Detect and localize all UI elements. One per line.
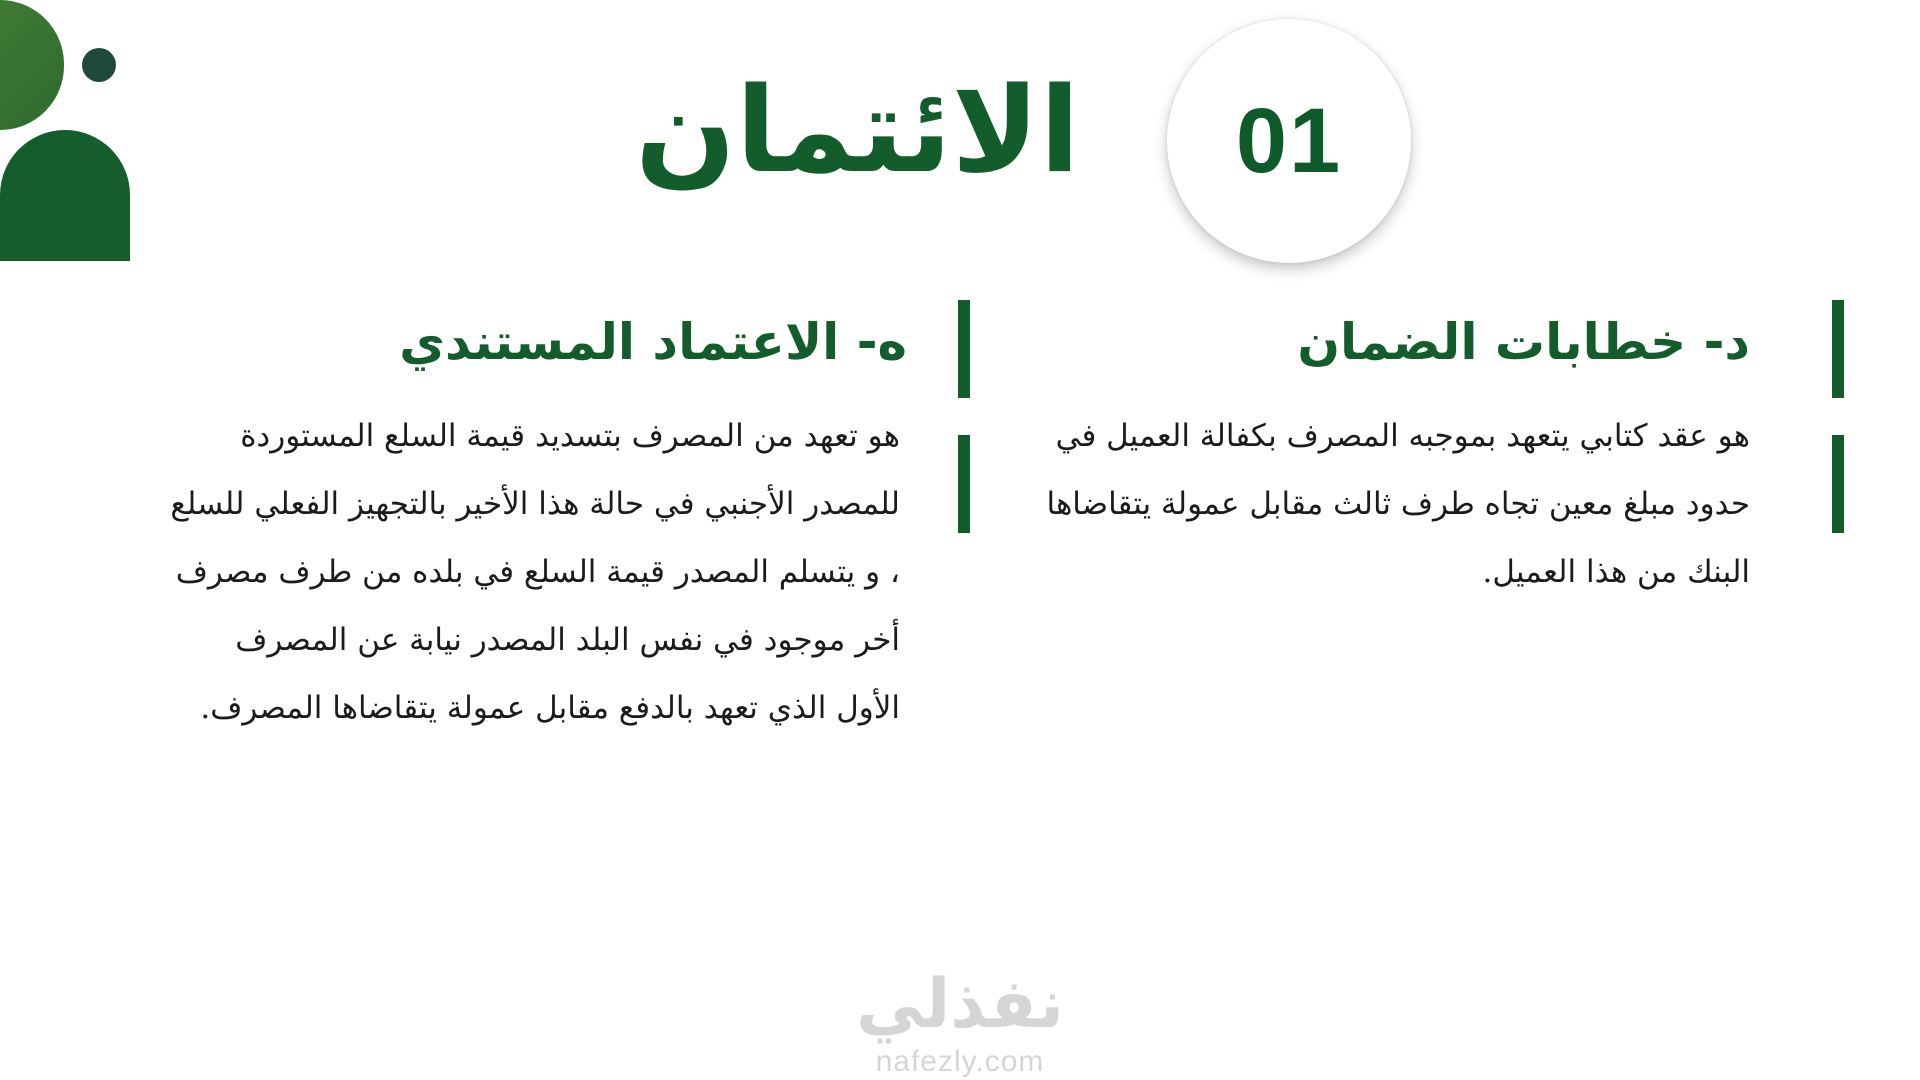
section-accent-bar bbox=[1832, 435, 1844, 533]
decorative-dot bbox=[82, 48, 116, 82]
section-body-guarantee-letters: هو عقد كتابي يتعهد بموجبه المصرف بكفالة العميل في حدود مبلغ معين تجاه طرف ثالث مقابل عمولة يتقاضاها البنك من هذا العميل. bbox=[1046, 418, 1750, 590]
slide-title: الائتمان bbox=[635, 61, 1080, 199]
watermark-arabic: نفذلي bbox=[855, 965, 1065, 1044]
decorative-arch bbox=[0, 130, 130, 261]
watermark-url: nafezly.com bbox=[875, 1045, 1045, 1078]
section-accent-bar bbox=[1832, 300, 1844, 398]
section-accent-bar bbox=[958, 435, 970, 533]
section-heading-documentary-credit: ه- الاعتماد المستندي bbox=[399, 313, 907, 371]
slide-number: 01 bbox=[1235, 89, 1343, 192]
decorative-semicircle bbox=[0, 0, 64, 130]
section-accent-bar bbox=[958, 300, 970, 398]
section-heading-guarantee-letters: د- خطابات الضمان bbox=[1297, 313, 1750, 371]
slide-number-badge bbox=[1167, 19, 1411, 263]
watermark-logo bbox=[820, 965, 1100, 1079]
section-body-documentary-credit: هو تعهد من المصرف بتسديد قيمة السلع المستوردة للمصدر الأجنبي في حالة هذا الأخير بالتجهيز الفعلي للسلع ، و يتسلم المصدر قيمة السلع في بلده من طرف مصرف أخر موجود في نفس البلد المصدر نيابة عن المصرف الأول الذي تعهد بالدفع مقابل عمولة يتقاضاها المصرف. bbox=[170, 418, 900, 726]
